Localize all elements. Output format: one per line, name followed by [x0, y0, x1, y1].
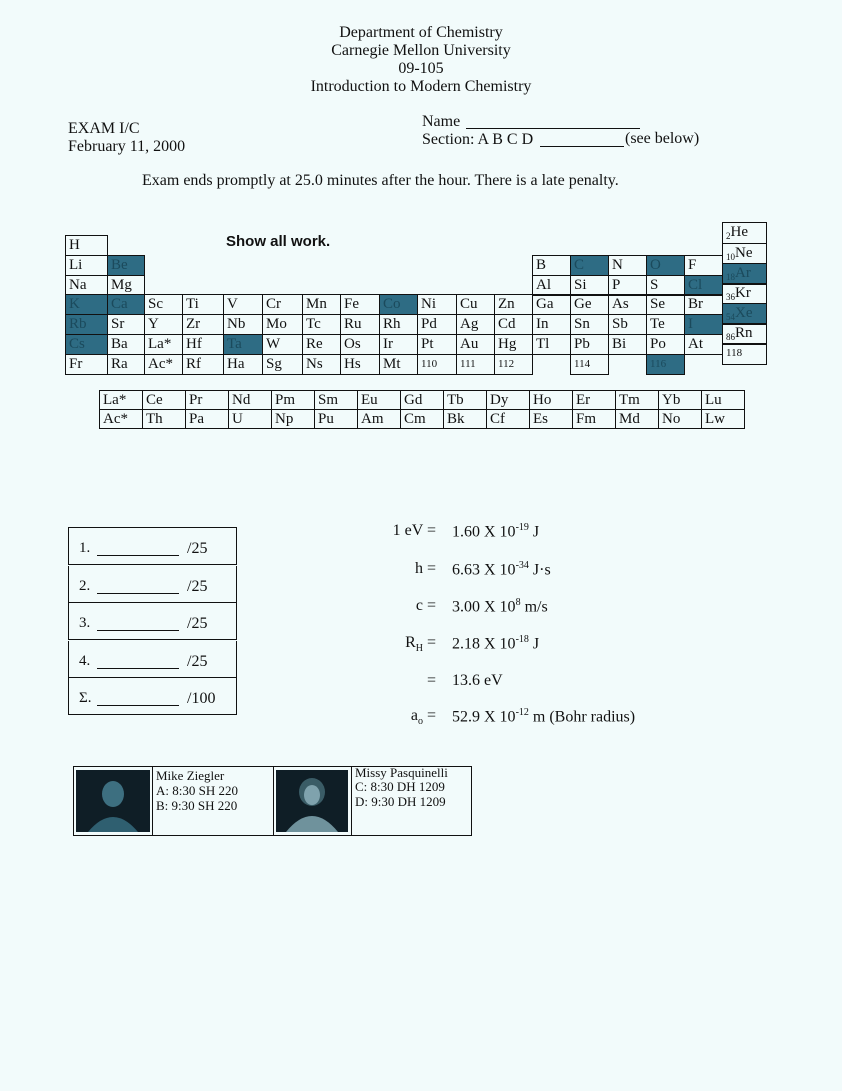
element-sr	[107, 314, 145, 335]
element-symbol: Fe	[344, 296, 359, 312]
score-max: /25	[187, 540, 208, 557]
exam-date: February 11, 2000	[68, 138, 186, 155]
atomic-number: 2	[726, 231, 731, 241]
element-fe	[340, 294, 380, 315]
element-be	[107, 255, 145, 276]
element-tc	[302, 314, 341, 335]
element-th: Th	[142, 409, 186, 429]
atomic-number: 10	[726, 252, 735, 262]
element-symbol: He	[730, 224, 748, 240]
element-118	[722, 343, 767, 365]
constant-lhs: =	[426, 672, 436, 689]
element-pm: Pm	[271, 390, 315, 410]
name-label: Name	[422, 113, 461, 130]
element-symbol: Mg	[111, 277, 132, 293]
element-symbol: At	[688, 336, 703, 352]
score-max: /25	[187, 577, 208, 595]
element-hg	[494, 334, 533, 355]
element-symbol: Hg	[498, 336, 517, 352]
element-dy: Dy	[486, 390, 530, 410]
element-sc	[144, 294, 183, 315]
element-co	[379, 294, 418, 315]
element-p	[608, 275, 647, 296]
element-ho: Ho	[529, 390, 573, 410]
element-symbol: P	[612, 277, 621, 293]
element-ns	[302, 354, 341, 375]
element-symbol: F	[688, 257, 697, 273]
element-tl	[532, 334, 571, 355]
element-la: La*	[99, 390, 143, 410]
element-symbol: Br	[688, 296, 703, 312]
element-symbol: Mn	[306, 296, 327, 312]
element-re	[302, 334, 341, 355]
periodic-table	[0, 0, 842, 440]
element-tb: Tb	[443, 390, 487, 410]
score-row	[68, 641, 237, 678]
element-ag	[456, 314, 495, 335]
element-symbol: Nb	[227, 316, 246, 332]
element-116	[646, 354, 685, 375]
element-mn	[302, 294, 341, 315]
element-bi	[608, 334, 647, 355]
element-symbol: Al	[536, 277, 551, 293]
element-symbol: Re	[306, 336, 323, 352]
constant-lhs: h =	[414, 560, 436, 577]
element-110	[417, 354, 457, 375]
element-au	[456, 334, 495, 355]
element-fr	[65, 354, 108, 375]
atomic-number: 36	[726, 292, 735, 302]
element-symbol: Ar	[735, 265, 751, 281]
element-es: Es	[529, 409, 573, 429]
element-symbol: Os	[344, 336, 361, 352]
element-sg	[262, 354, 303, 375]
element-bk: Bk	[443, 409, 487, 429]
element-cs	[65, 334, 108, 355]
header-line-4: Introduction to Modern Chemistry	[310, 78, 532, 95]
element-114	[570, 354, 609, 375]
element-symbol: Au	[460, 336, 479, 352]
score-input[interactable]	[97, 593, 179, 594]
element-ru	[340, 314, 380, 335]
element-symbol: Hf	[186, 336, 202, 352]
element-ne	[722, 243, 767, 265]
element-ca	[107, 294, 145, 315]
element-symbol: Tc	[306, 316, 321, 332]
constant-value: 3.00 X $10^8$ m/s	[452, 597, 548, 616]
element-symbol: Pt	[421, 336, 434, 352]
element-symbol: Ru	[344, 316, 362, 332]
element-symbol: Ca	[111, 296, 128, 312]
score-input[interactable]	[97, 555, 179, 556]
element-symbol: Ne	[735, 245, 753, 261]
score-input[interactable]	[97, 705, 179, 706]
element-at	[684, 334, 723, 355]
constant-value: 13.6 eV	[452, 672, 503, 689]
constant-value: 1.60 X $10^{-19}$ J	[452, 522, 540, 541]
element-pa: Pa	[185, 409, 229, 429]
score-row	[68, 566, 237, 603]
element-sb	[608, 314, 647, 335]
exam-title: EXAM I/C	[68, 120, 140, 137]
element-symbol: Mt	[383, 356, 401, 372]
element-symbol: O	[650, 257, 661, 273]
element-rf	[182, 354, 224, 375]
constant-lhs: 1 eV =	[392, 522, 436, 539]
element-112	[494, 354, 533, 375]
constant-value: 6.63 X $10^{-34}$ J·s	[452, 560, 551, 579]
element-cm: Cm	[400, 409, 444, 429]
element-ni	[417, 294, 457, 315]
section-label: Section: A B C D	[422, 131, 534, 148]
element-symbol: 110	[421, 358, 438, 370]
score-label: 3.	[79, 615, 91, 631]
element-symbol: Ir	[383, 336, 393, 352]
element-symbol: V	[227, 296, 238, 312]
element-symbol: K	[69, 296, 80, 312]
element-xe	[722, 303, 767, 325]
element-symbol: Ta	[227, 336, 242, 352]
element-yb: Yb	[658, 390, 702, 410]
element-h	[65, 235, 108, 256]
score-row	[68, 678, 237, 715]
element-k	[65, 294, 108, 315]
header-line-3: 09-105	[398, 60, 444, 77]
score-max: /25	[187, 615, 208, 632]
element-si	[570, 275, 609, 296]
element-rh	[379, 314, 418, 335]
score-max: /25	[187, 652, 208, 670]
element-ha	[223, 354, 263, 375]
element-kr	[722, 283, 767, 305]
element-tm: Tm	[615, 390, 659, 410]
score-label: 4.	[79, 652, 91, 669]
element-os	[340, 334, 380, 355]
element-symbol: Rh	[383, 316, 401, 332]
element-gd: Gd	[400, 390, 444, 410]
element-no: No	[658, 409, 702, 429]
element-symbol: Ra	[111, 356, 128, 372]
element-symbol: Po	[650, 336, 666, 352]
element-symbol: N	[612, 257, 623, 273]
element-symbol: Pb	[574, 336, 590, 352]
element-po	[646, 334, 685, 355]
element-in	[532, 314, 571, 335]
element-rb	[65, 314, 108, 335]
constant-value: 52.9 X $10^{-12}$ m (Bohr radius)	[452, 707, 636, 726]
element-zr	[182, 314, 224, 335]
element-li	[65, 255, 108, 276]
element-ar	[722, 263, 767, 285]
score-label: 2.	[79, 577, 91, 594]
element-as	[608, 294, 647, 315]
element-md: Md	[615, 409, 659, 429]
element-cd	[494, 314, 533, 335]
element-symbol: Fr	[69, 356, 83, 372]
element-ir	[379, 334, 418, 355]
section-note: (see below)	[625, 130, 700, 147]
element-symbol: Sr	[111, 316, 125, 332]
element-symbol: Cd	[498, 316, 516, 332]
element-pt	[417, 334, 457, 355]
score-input[interactable]	[97, 668, 179, 669]
instructor-name-2: Missy Pasquinelli	[355, 765, 448, 780]
element-s	[646, 275, 685, 296]
element-np: Np	[271, 409, 315, 429]
element-symbol: Mo	[266, 316, 287, 332]
atomic-number: 54	[726, 312, 735, 322]
element-sm: Sm	[314, 390, 358, 410]
element-symbol: Se	[650, 296, 665, 312]
instructor-session-2a: C: 8:30 DH 1209	[355, 779, 445, 794]
element-sn	[570, 314, 609, 335]
element-symbol: Ac*	[148, 356, 173, 372]
element-symbol: Hs	[344, 356, 361, 372]
element-v	[223, 294, 263, 315]
element-symbol: Ge	[574, 296, 592, 312]
element-symbol: I	[688, 316, 693, 332]
score-row	[68, 603, 237, 640]
score-label: 1.	[79, 540, 91, 556]
header-line-2: Carnegie Mellon University	[331, 42, 511, 59]
element-symbol: Ti	[186, 296, 199, 312]
element-ba	[107, 334, 145, 355]
element-cu	[456, 294, 495, 315]
element-pu: Pu	[314, 409, 358, 429]
instructor-name-1: Mike Ziegler	[156, 768, 225, 783]
constant-value: 2.18 X $10^{-18}$ J	[452, 634, 540, 653]
atomic-number: 18	[726, 272, 735, 282]
instructor-session-2b: D: 9:30 DH 1209	[355, 794, 446, 809]
score-input[interactable]	[97, 630, 179, 631]
instructor-photo-ziegler	[76, 770, 150, 832]
element-symbol: 114	[574, 358, 591, 370]
element-u: U	[228, 409, 272, 429]
instructor-session-1a: A: 8:30 SH 220	[156, 783, 238, 798]
element-pd	[417, 314, 457, 335]
atomic-number: 86	[726, 332, 735, 342]
element-symbol: Ni	[421, 296, 436, 312]
constant-lhs: $a_o$ =	[410, 707, 436, 728]
element-y	[144, 314, 183, 335]
element-symbol: Be	[111, 257, 128, 273]
constant-lhs: $R_H$ =	[405, 634, 436, 655]
element-zn	[494, 294, 533, 315]
element-ce: Ce	[142, 390, 186, 410]
score-max: /100	[187, 690, 216, 707]
element-symbol: Te	[650, 316, 665, 332]
element-pb	[570, 334, 609, 355]
element-pr: Pr	[185, 390, 229, 410]
element-symbol: 116	[650, 358, 667, 370]
element-symbol: Kr	[735, 285, 751, 301]
constant-lhs: c =	[415, 597, 436, 614]
element-er: Er	[572, 390, 616, 410]
element-hf	[182, 334, 224, 355]
element-te	[646, 314, 685, 335]
element-symbol: La*	[148, 336, 172, 352]
element-lu: Lu	[701, 390, 745, 410]
element-eu: Eu	[357, 390, 401, 410]
element-symbol: Ba	[111, 336, 128, 352]
element-symbol: 111	[460, 358, 476, 370]
element-f	[684, 255, 723, 276]
element-cr	[262, 294, 303, 315]
header-line-1: Department of Chemistry	[339, 24, 503, 41]
element-symbol: Rn	[735, 325, 753, 341]
element-fm: Fm	[572, 409, 616, 429]
element-ac: Ac*	[99, 409, 143, 429]
element-rn	[722, 323, 767, 345]
element-symbol: Pd	[421, 316, 437, 332]
element-br	[684, 294, 723, 315]
element-c	[570, 255, 609, 276]
element-i	[684, 314, 723, 335]
element-hs	[340, 354, 380, 375]
element-la	[144, 334, 183, 355]
element-symbol: Rb	[69, 316, 87, 332]
element-mo	[262, 314, 303, 335]
element-symbol: B	[536, 257, 547, 273]
element-symbol: Co	[383, 296, 401, 312]
element-ac	[144, 354, 183, 375]
element-cf: Cf	[486, 409, 530, 429]
element-symbol: C	[574, 257, 585, 273]
element-symbol: Cs	[69, 336, 85, 352]
element-symbol: Na	[69, 277, 87, 293]
element-symbol: H	[69, 237, 80, 253]
element-symbol: S	[650, 277, 659, 293]
element-lw: Lw	[701, 409, 745, 429]
element-mg	[107, 275, 145, 296]
element-b	[532, 255, 571, 276]
element-mt	[379, 354, 418, 375]
element-ta	[223, 334, 263, 355]
element-symbol: Zr	[186, 316, 201, 332]
element-symbol: Ha	[227, 356, 245, 372]
show-work-label: Show all work.	[226, 233, 331, 250]
element-nd: Nd	[228, 390, 272, 410]
instructor-session-1b: B: 9:30 SH 220	[156, 798, 238, 813]
element-ge	[570, 294, 609, 315]
element-n	[608, 255, 647, 276]
element-symbol: Zn	[498, 296, 515, 312]
element-symbol: Rf	[186, 356, 201, 372]
element-symbol: Sg	[266, 356, 282, 372]
element-nb	[223, 314, 263, 335]
element-symbol: Ag	[460, 316, 479, 332]
score-label: Σ.	[79, 690, 92, 706]
element-na	[65, 275, 108, 296]
element-symbol: Bi	[612, 336, 627, 352]
element-o	[646, 255, 685, 276]
element-se	[646, 294, 685, 315]
element-cl	[684, 275, 723, 296]
element-symbol: W	[266, 336, 281, 352]
element-w	[262, 334, 303, 355]
element-symbol: Li	[69, 257, 83, 273]
element-111	[456, 354, 495, 375]
element-symbol: Xe	[735, 305, 753, 321]
element-am: Am	[357, 409, 401, 429]
element-symbol: 112	[498, 358, 515, 370]
exam-notice: Exam ends promptly at 25.0 minutes after the hour. There is a late penalty.	[142, 172, 619, 189]
element-symbol: Tl	[536, 336, 550, 352]
element-symbol: Cl	[688, 277, 703, 293]
element-symbol: Cu	[460, 296, 478, 312]
element-ga	[532, 294, 571, 315]
element-al	[532, 275, 571, 296]
element-symbol: Ga	[536, 296, 554, 312]
element-symbol: 118	[726, 347, 743, 359]
element-symbol: Sc	[148, 296, 163, 312]
element-symbol: In	[536, 316, 549, 332]
element-he	[722, 222, 767, 244]
element-symbol: Y	[148, 316, 159, 332]
element-symbol: Cr	[266, 296, 281, 312]
element-symbol: Ns	[306, 356, 323, 372]
element-ti	[182, 294, 224, 315]
element-symbol: Sb	[612, 316, 628, 332]
element-symbol: Sn	[574, 316, 590, 332]
element-symbol: As	[612, 296, 629, 312]
element-symbol: Si	[574, 277, 587, 293]
element-ra	[107, 354, 145, 375]
instructor-photo-pasquinelli	[276, 770, 348, 832]
score-row	[68, 528, 237, 565]
